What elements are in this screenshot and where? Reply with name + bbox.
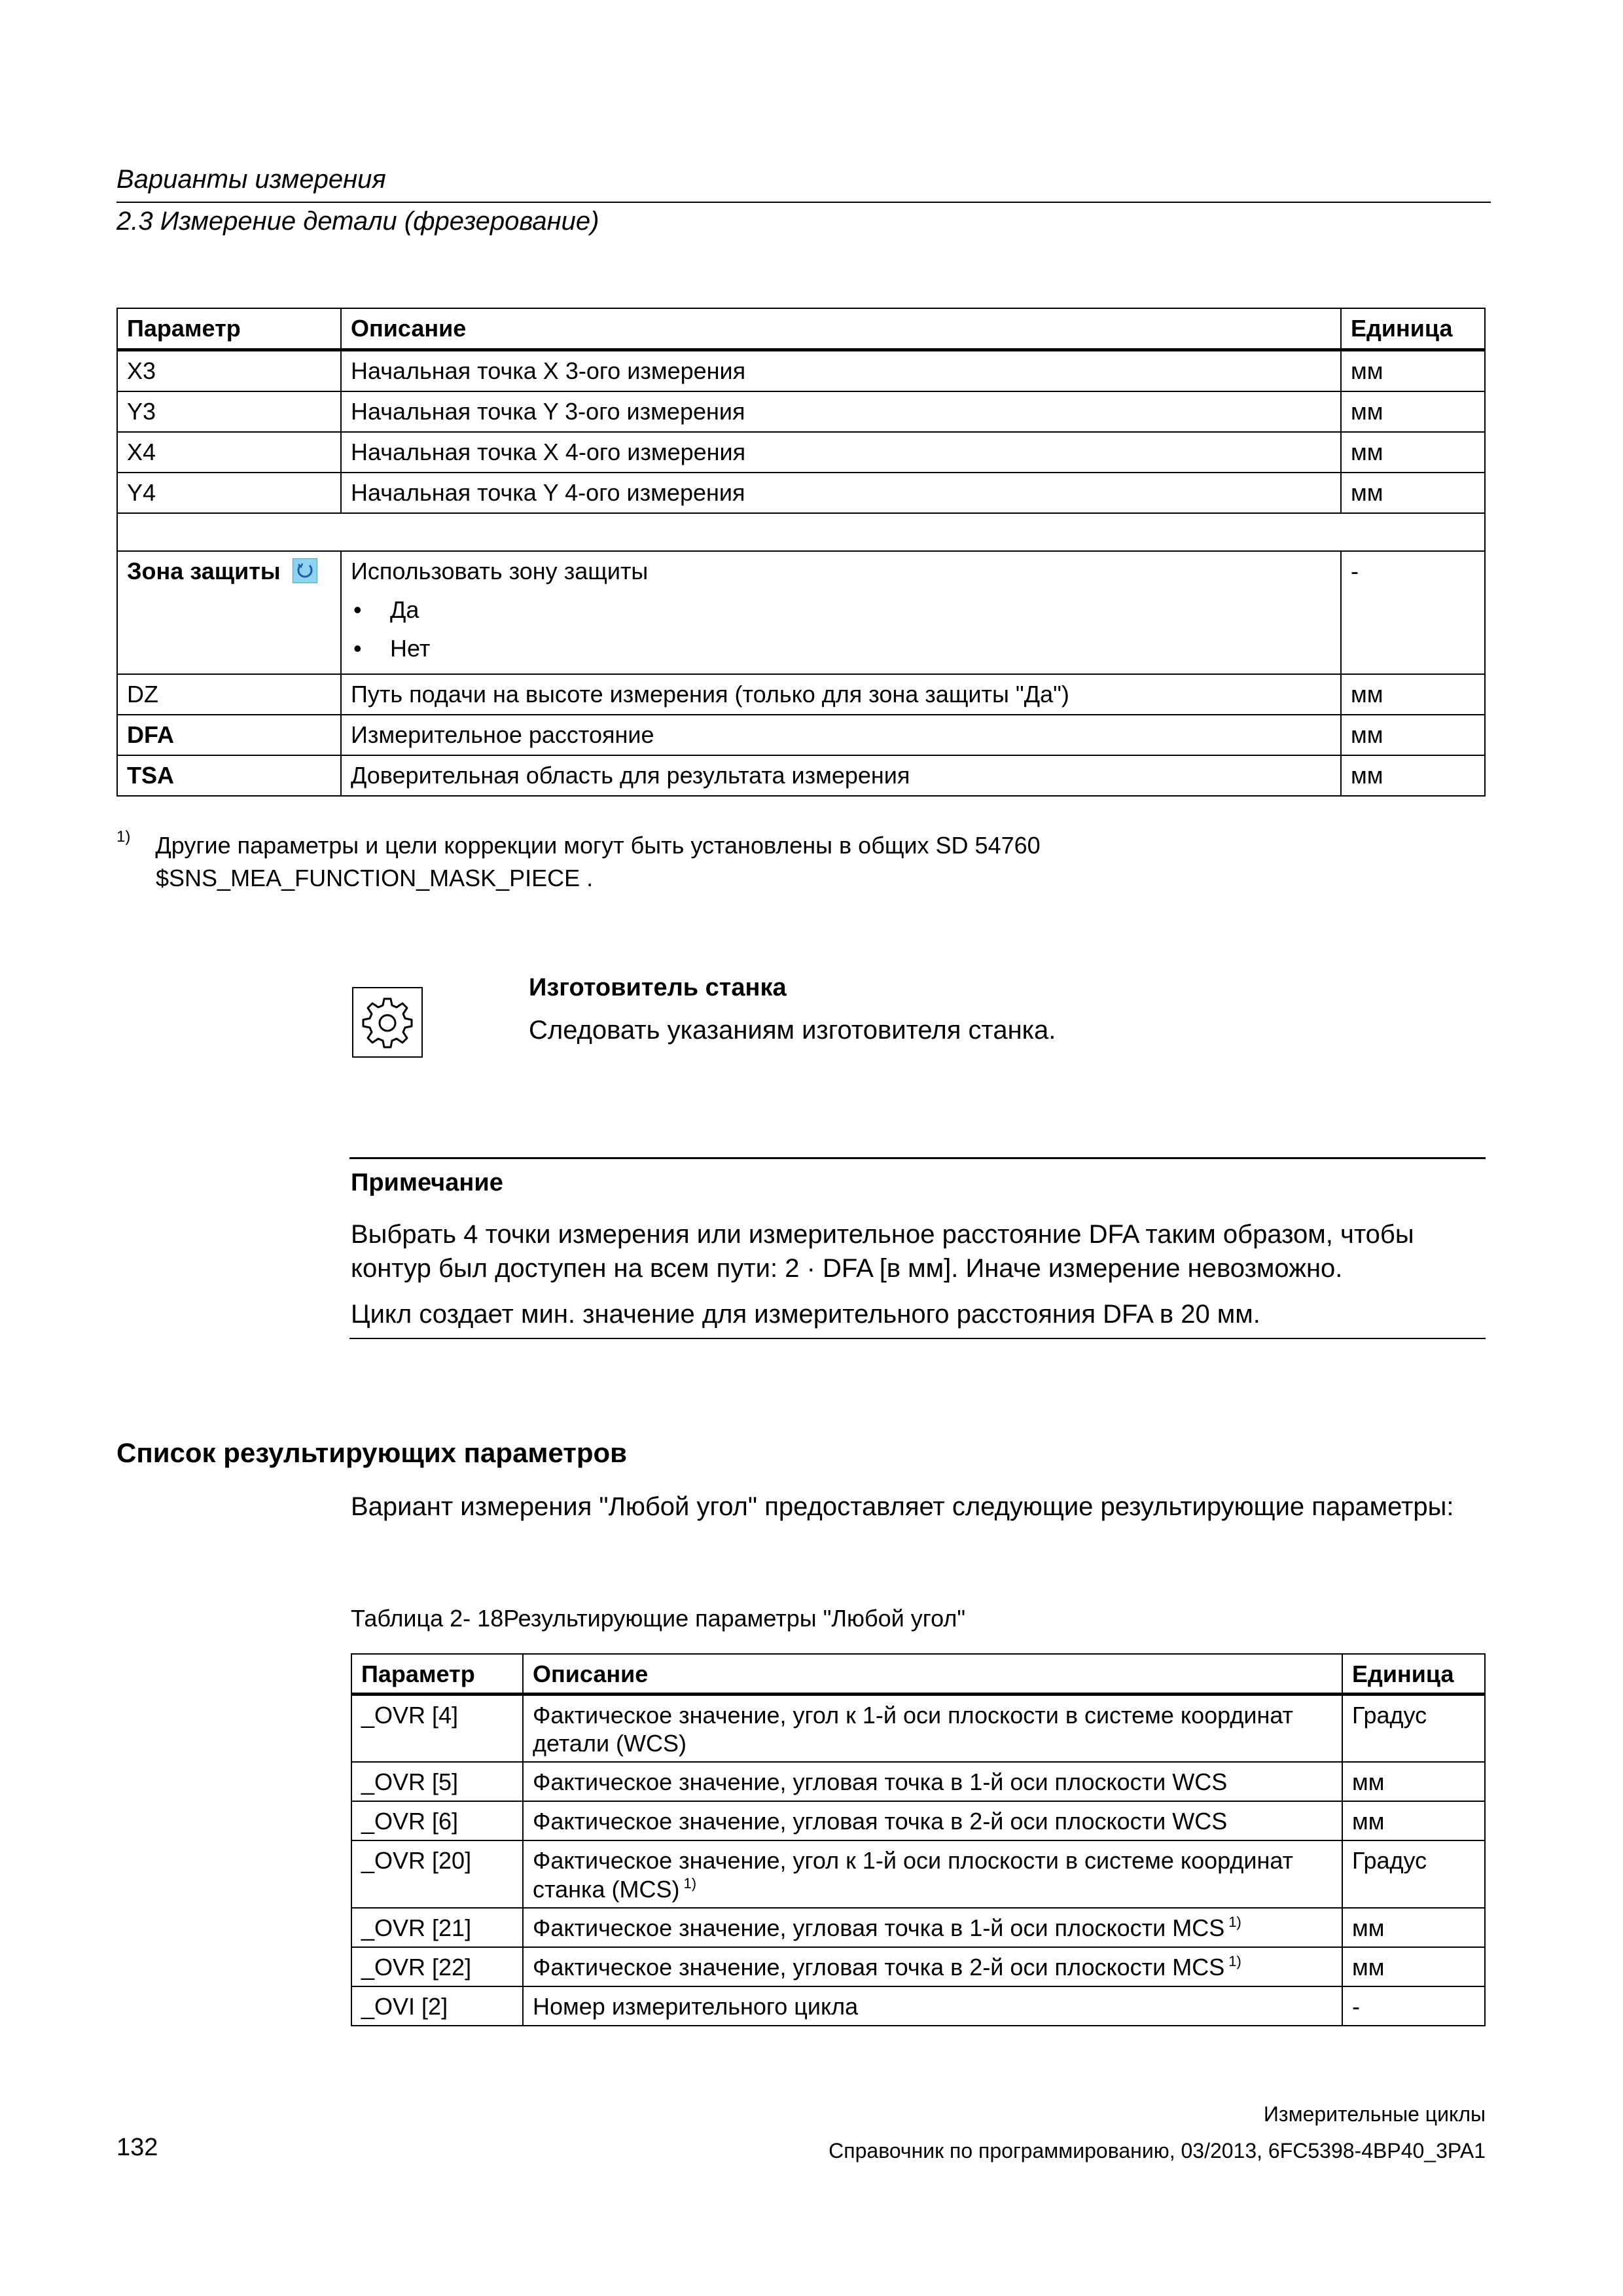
- page-number: 132: [116, 2134, 158, 2161]
- desc-cell: Фактическое значение, угол к 1-й оси плоскости в системе координат детали (WCS): [523, 1695, 1342, 1763]
- desc-cell: [523, 1908, 1342, 1947]
- unit-cell: мм: [1341, 715, 1485, 755]
- unit-cell: -: [1341, 551, 1485, 674]
- bullet-icon: •: [353, 596, 362, 624]
- footnote-mark: 1): [116, 828, 131, 846]
- footnote-line-2: $SNS_MEA_FUNCTION_MASK_PIECE .: [156, 865, 594, 891]
- list-item: [351, 634, 1331, 662]
- table-row: [117, 755, 1485, 796]
- unit-cell: мм: [1342, 1908, 1485, 1947]
- empty-cell: [117, 513, 1485, 551]
- note-title: Примечание: [351, 1169, 503, 1196]
- unit-cell: мм: [1341, 350, 1485, 392]
- desc-cell: [523, 1947, 1342, 1986]
- header-cell: Единица: [1342, 1654, 1485, 1695]
- table-row: [117, 350, 1485, 392]
- table-row: [117, 432, 1485, 473]
- header-cell: Единица: [1341, 308, 1485, 350]
- table-row: [351, 1801, 1485, 1840]
- note-divider-bottom: [349, 1338, 1486, 1339]
- desc-cell: [523, 1840, 1342, 1907]
- footnote-text: Другие параметры и цели коррекции могут быть установлены в общих SD 54760: [155, 832, 1041, 859]
- unit-cell: мм: [1341, 473, 1485, 513]
- footnote: [116, 821, 1041, 895]
- footnote-mark: 1): [1228, 1952, 1241, 1969]
- desc-cell: Начальная точка Y 3-ого измерения: [341, 391, 1341, 432]
- protection-desc: Использовать зону защиты: [351, 558, 649, 584]
- header-divider: [116, 202, 1491, 203]
- table-row: [351, 1986, 1485, 2026]
- section-title: 2.3 Измерение детали (фрезерование): [116, 207, 599, 236]
- unit-cell: Градус: [1342, 1840, 1485, 1907]
- results-section-title: Список результирующих параметров: [116, 1437, 627, 1468]
- unit-cell: мм: [1341, 432, 1485, 473]
- unit-cell: мм: [1342, 1947, 1485, 1986]
- param-cell: _OVR [20]: [351, 1840, 523, 1907]
- parameters-table: [116, 308, 1486, 797]
- desc-text: Фактическое значение, угловая точка в 2-й оси плоскости MCS: [533, 1953, 1225, 1981]
- table-header-row: [351, 1654, 1485, 1695]
- results-table: [351, 1653, 1486, 2026]
- toggle-icon: [293, 558, 317, 583]
- param-cell: Y4: [117, 473, 341, 513]
- param-cell: _OVR [5]: [351, 1762, 523, 1801]
- desc-cell: [341, 551, 1341, 674]
- chapter-title: Варианты измерения: [116, 165, 386, 194]
- footnote-line-1: [116, 821, 1041, 862]
- table-row: [351, 1762, 1485, 1801]
- note-paragraph: Выбрать 4 точки измерения или измерительное расстояние DFA таким образом, чтобы контур был доступен на всем пути: 2 · DFA [в мм]. Иначе измерение невозможно.: [351, 1220, 1414, 1283]
- note-divider-top: [349, 1157, 1486, 1159]
- desc-cell: Начальная точка X 4-ого измерения: [341, 432, 1341, 473]
- header-cell: Описание: [341, 308, 1341, 350]
- unit-cell: Градус: [1342, 1695, 1485, 1763]
- param-cell: X4: [117, 432, 341, 473]
- table-row: [351, 1695, 1485, 1763]
- desc-cell: Доверительная область для результата измерения: [341, 755, 1341, 796]
- table-row: [117, 551, 1485, 674]
- desc-text: Фактическое значение, угол к 1-й оси плоскости в системе координат станка (MCS): [533, 1847, 1294, 1903]
- table-row: [351, 1840, 1485, 1907]
- param-cell: DZ: [117, 674, 341, 715]
- gear-icon: [352, 987, 423, 1058]
- unit-cell: мм: [1341, 674, 1485, 715]
- param-cell: TSA: [117, 755, 341, 796]
- param-cell: _OVI [2]: [351, 1986, 523, 2026]
- protection-zone-label: Зона защиты: [127, 558, 281, 584]
- header-cell: Параметр: [351, 1654, 523, 1695]
- param-cell: _OVR [4]: [351, 1695, 523, 1763]
- unit-cell: мм: [1342, 1762, 1485, 1801]
- header-cell: Описание: [523, 1654, 1342, 1695]
- manufacturer-text: Следовать указаниям изготовителя станка.: [529, 1016, 1056, 1045]
- unit-cell: мм: [1342, 1801, 1485, 1840]
- param-cell: _OVR [6]: [351, 1801, 523, 1840]
- unit-cell: мм: [1341, 391, 1485, 432]
- option-label: Да: [390, 596, 419, 624]
- desc-cell: Измерительное расстояние: [341, 715, 1341, 755]
- param-cell: _OVR [22]: [351, 1947, 523, 1986]
- table-row: [351, 1947, 1485, 1986]
- table-row: [351, 1908, 1485, 1947]
- param-cell: Y3: [117, 391, 341, 432]
- table-row: [117, 391, 1485, 432]
- table-row: [117, 674, 1485, 715]
- bullet-icon: •: [353, 635, 362, 662]
- table-row: [117, 715, 1485, 755]
- footnote-mark: 1): [1228, 1913, 1241, 1930]
- empty-row: [117, 513, 1485, 551]
- unit-cell: -: [1342, 1986, 1485, 2026]
- desc-text: Фактическое значение, угловая точка в 1-й оси плоскости MCS: [533, 1914, 1225, 1941]
- param-cell: DFA: [117, 715, 341, 755]
- table-caption: Таблица 2- 18Результирующие параметры "Любой угол": [351, 1605, 966, 1632]
- desc-cell: Путь подачи на высоте измерения (только для зона защиты "Да"): [341, 674, 1341, 715]
- desc-cell: Фактическое значение, угловая точка в 2-й оси плоскости WCS: [523, 1801, 1342, 1840]
- param-cell: _OVR [21]: [351, 1908, 523, 1947]
- unit-cell: мм: [1341, 755, 1485, 796]
- desc-cell: Начальная точка X 3-ого измерения: [341, 350, 1341, 392]
- table-row: [117, 473, 1485, 513]
- footnote-mark: 1): [683, 1874, 697, 1892]
- manufacturer-title: Изготовитель станка: [529, 974, 787, 1001]
- footer-reference: Справочник по программированию, 03/2013, 6FC5398-4BP40_3PA1: [829, 2139, 1486, 2162]
- results-intro: Вариант измерения "Любой угол" предоставляет следующие результирующие параметры:: [351, 1492, 1454, 1521]
- option-label: Нет: [390, 635, 431, 662]
- list-item: [351, 596, 1331, 624]
- table-header-row: [117, 308, 1485, 350]
- note-paragraph: Цикл создает мин. значение для измерительного расстояния DFA в 20 мм.: [351, 1300, 1260, 1329]
- desc-cell: Начальная точка Y 4-ого измерения: [341, 473, 1341, 513]
- desc-cell: Фактическое значение, угловая точка в 1-й оси плоскости WCS: [523, 1762, 1342, 1801]
- header-cell: Параметр: [117, 308, 341, 350]
- footer-manual-title: Измерительные циклы: [1263, 2102, 1486, 2126]
- desc-cell: Номер измерительного цикла: [523, 1986, 1342, 2026]
- param-cell: X3: [117, 350, 341, 392]
- param-cell: [117, 551, 341, 674]
